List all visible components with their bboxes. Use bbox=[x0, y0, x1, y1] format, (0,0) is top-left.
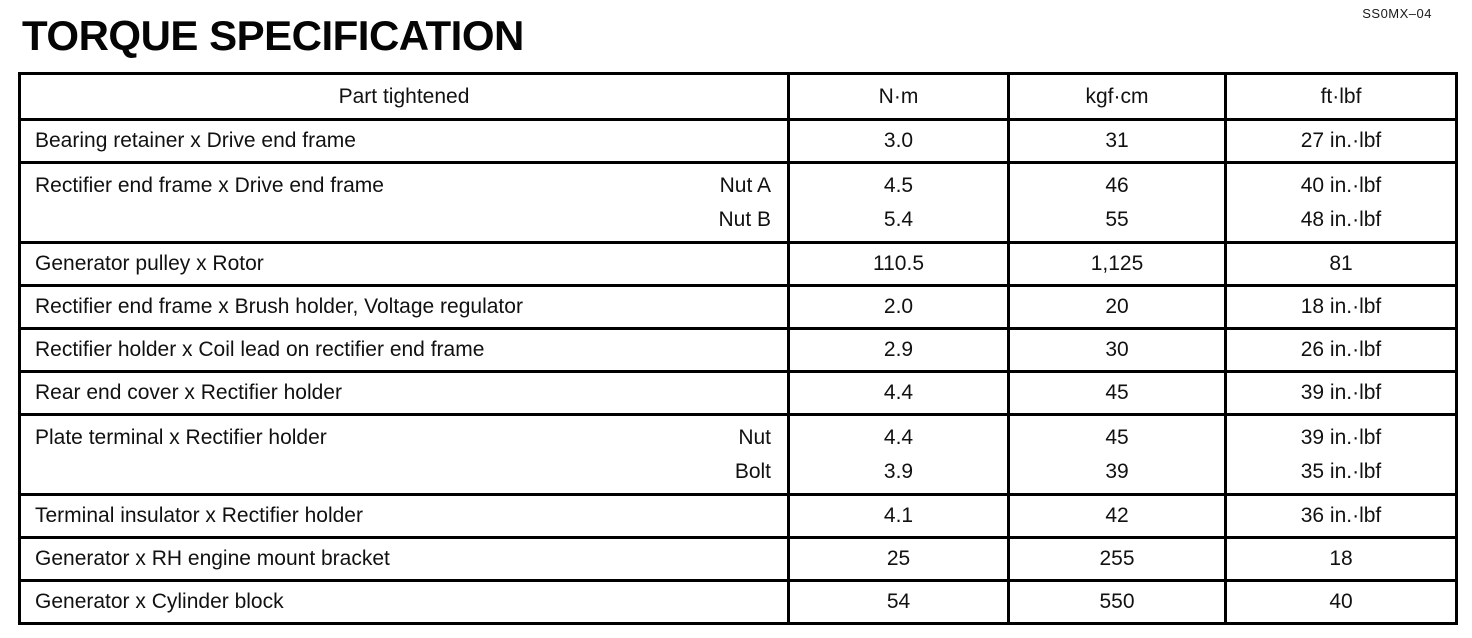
value-kgfcm: 45 bbox=[1105, 381, 1129, 404]
part-name: Generator pulley x Rotor bbox=[35, 252, 264, 275]
value-cell-kgfcm bbox=[1009, 163, 1226, 243]
table-row bbox=[20, 415, 1457, 495]
table-row bbox=[20, 120, 1457, 163]
part-line bbox=[21, 455, 787, 489]
table-header-row bbox=[20, 74, 1457, 120]
value-ftlbf: 35 in.·lbf bbox=[1300, 459, 1382, 483]
value-ftlbf: 40 bbox=[1329, 590, 1353, 613]
part-tightened-cell bbox=[20, 581, 789, 624]
value-nm: 4.4 bbox=[883, 381, 914, 404]
value-cell-ftlbf bbox=[1226, 243, 1457, 286]
part-name: Rear end cover x Rectifier holder bbox=[35, 381, 342, 404]
part-name: Bearing retainer x Drive end frame bbox=[35, 129, 356, 152]
value-nm: 3.9 bbox=[883, 459, 914, 483]
value-cell-kgfcm bbox=[1009, 372, 1226, 415]
value-ftlbf: 40 in.·lbf bbox=[1300, 173, 1382, 197]
part-line bbox=[21, 499, 787, 533]
column-header-part-tightened: Part tightened bbox=[20, 74, 789, 120]
value-ftlbf: 18 in.·lbf bbox=[1300, 295, 1382, 318]
value-cell-ftlbf bbox=[1226, 163, 1457, 243]
value-cell-ftlbf bbox=[1226, 286, 1457, 329]
value-kgfcm: 20 bbox=[1105, 295, 1129, 318]
value-cell-kgfcm bbox=[1009, 120, 1226, 163]
value-ftlbf: 48 in.·lbf bbox=[1300, 207, 1382, 231]
table-row bbox=[20, 243, 1457, 286]
value-cell-nm bbox=[789, 329, 1009, 372]
value-nm: 2.0 bbox=[883, 295, 914, 318]
value-cell-nm bbox=[789, 538, 1009, 581]
part-name: Rectifier end frame x Drive end frame bbox=[35, 173, 384, 197]
table-row bbox=[20, 495, 1457, 538]
value-nm: 4.5 bbox=[883, 173, 914, 197]
part-tightened-cell bbox=[20, 243, 789, 286]
value-cell-kgfcm bbox=[1009, 415, 1226, 495]
part-line bbox=[21, 333, 787, 367]
value-cell-nm bbox=[789, 163, 1009, 243]
fastener-label: Bolt bbox=[734, 459, 771, 483]
value-nm: 2.9 bbox=[883, 338, 914, 361]
page-title: TORQUE SPECIFICATION bbox=[22, 12, 524, 59]
value-nm: 5.4 bbox=[883, 207, 914, 231]
value-cell-kgfcm bbox=[1009, 329, 1226, 372]
table-row bbox=[20, 581, 1457, 624]
part-tightened-cell bbox=[20, 495, 789, 538]
value-ftlbf: 39 in.·lbf bbox=[1300, 425, 1382, 449]
part-line bbox=[21, 247, 787, 281]
torque-spec-table bbox=[18, 72, 1458, 625]
value-cell-ftlbf bbox=[1226, 581, 1457, 624]
value-kgfcm: 46 bbox=[1105, 173, 1129, 197]
value-cell-kgfcm bbox=[1009, 495, 1226, 538]
value-cell-nm bbox=[789, 415, 1009, 495]
column-header-kgfcm: kgf·cm bbox=[1009, 74, 1226, 120]
part-line bbox=[21, 585, 787, 619]
value-cell-ftlbf bbox=[1226, 415, 1457, 495]
part-tightened-cell bbox=[20, 415, 789, 495]
part-tightened-cell bbox=[20, 538, 789, 581]
part-name: Rectifier holder x Coil lead on rectifier end frame bbox=[35, 338, 485, 361]
value-kgfcm: 31 bbox=[1105, 129, 1129, 152]
value-cell-ftlbf bbox=[1226, 538, 1457, 581]
value-nm: 3.0 bbox=[883, 129, 914, 152]
column-header-nm: N·m bbox=[789, 74, 1009, 120]
table-row bbox=[20, 538, 1457, 581]
part-line bbox=[21, 169, 787, 203]
value-ftlbf: 39 in.·lbf bbox=[1300, 381, 1382, 404]
part-line bbox=[21, 421, 787, 455]
value-kgfcm: 255 bbox=[1099, 547, 1135, 570]
value-kgfcm: 39 bbox=[1105, 459, 1129, 483]
value-cell-kgfcm bbox=[1009, 538, 1226, 581]
value-cell-kgfcm bbox=[1009, 243, 1226, 286]
part-tightened-cell bbox=[20, 120, 789, 163]
value-kgfcm: 30 bbox=[1105, 338, 1129, 361]
value-cell-nm bbox=[789, 372, 1009, 415]
value-kgfcm: 45 bbox=[1105, 425, 1129, 449]
value-ftlbf: 27 in.·lbf bbox=[1300, 129, 1382, 152]
table-row bbox=[20, 329, 1457, 372]
value-kgfcm: 42 bbox=[1105, 504, 1129, 527]
table-row bbox=[20, 163, 1457, 243]
value-cell-ftlbf bbox=[1226, 495, 1457, 538]
value-ftlbf: 26 in.·lbf bbox=[1300, 338, 1382, 361]
value-kgfcm: 55 bbox=[1105, 207, 1129, 231]
value-cell-kgfcm bbox=[1009, 581, 1226, 624]
value-cell-ftlbf bbox=[1226, 329, 1457, 372]
column-header-ftlbf: ft·lbf bbox=[1226, 74, 1457, 120]
value-cell-nm bbox=[789, 581, 1009, 624]
fastener-label: Nut A bbox=[719, 173, 771, 197]
part-tightened-cell bbox=[20, 372, 789, 415]
value-cell-ftlbf bbox=[1226, 120, 1457, 163]
value-cell-nm bbox=[789, 286, 1009, 329]
value-nm: 54 bbox=[886, 590, 911, 613]
value-cell-nm bbox=[789, 495, 1009, 538]
value-cell-nm bbox=[789, 243, 1009, 286]
table-row bbox=[20, 286, 1457, 329]
fastener-label: Nut B bbox=[718, 207, 771, 231]
part-name: Plate terminal x Rectifier holder bbox=[35, 425, 327, 449]
value-ftlbf: 18 bbox=[1329, 547, 1353, 570]
part-name: Generator x RH engine mount bracket bbox=[35, 547, 390, 570]
part-line bbox=[21, 124, 787, 158]
value-nm: 110.5 bbox=[873, 252, 924, 275]
part-tightened-cell bbox=[20, 286, 789, 329]
value-kgfcm: 1,125 bbox=[1090, 252, 1144, 275]
part-tightened-cell bbox=[20, 329, 789, 372]
part-name: Rectifier end frame x Brush holder, Voltage regulator bbox=[35, 295, 523, 318]
part-line bbox=[21, 376, 787, 410]
value-cell-nm bbox=[789, 120, 1009, 163]
fastener-label: Nut bbox=[738, 425, 771, 449]
value-nm: 4.1 bbox=[883, 504, 914, 527]
doc-code: SS0MX–04 bbox=[1362, 6, 1432, 21]
part-name: Terminal insulator x Rectifier holder bbox=[35, 504, 363, 527]
part-line bbox=[21, 290, 787, 324]
table-row bbox=[20, 372, 1457, 415]
part-name: Generator x Cylinder block bbox=[35, 590, 284, 613]
table-body bbox=[20, 120, 1457, 624]
value-nm: 25 bbox=[886, 547, 911, 570]
part-line bbox=[21, 203, 787, 237]
part-tightened-cell bbox=[20, 163, 789, 243]
part-line bbox=[21, 542, 787, 576]
value-cell-kgfcm bbox=[1009, 286, 1226, 329]
value-ftlbf: 36 in.·lbf bbox=[1300, 504, 1382, 527]
value-kgfcm: 550 bbox=[1099, 590, 1135, 613]
value-ftlbf: 81 bbox=[1329, 252, 1353, 275]
value-cell-ftlbf bbox=[1226, 372, 1457, 415]
value-nm: 4.4 bbox=[883, 425, 914, 449]
